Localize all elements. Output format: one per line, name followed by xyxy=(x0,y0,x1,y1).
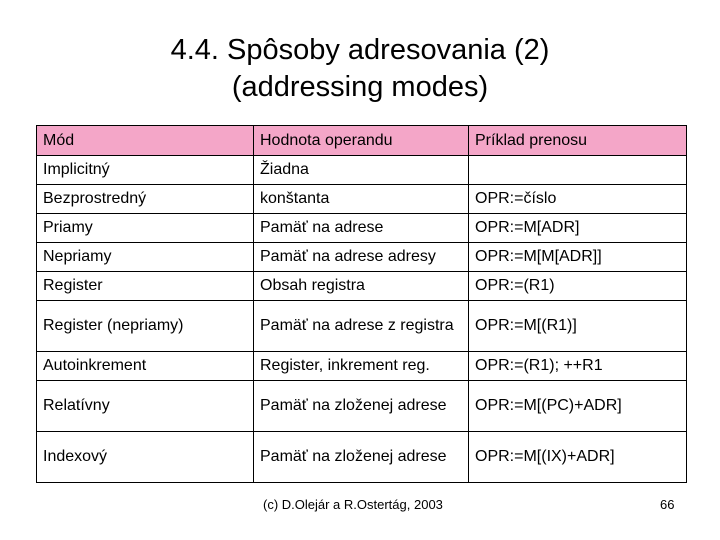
example-cell: OPR:=číslo xyxy=(469,185,687,214)
slide-title xyxy=(0,32,720,106)
table-row xyxy=(37,381,687,432)
addressing-modes-table xyxy=(36,125,687,483)
table-row xyxy=(37,301,687,352)
example-cell: OPR:=M[(R1)] xyxy=(469,301,687,352)
example-cell: OPR:=(R1) xyxy=(469,272,687,301)
example-cell: OPR:=(R1); ++R1 xyxy=(469,352,687,381)
table-row xyxy=(37,214,687,243)
operand-cell: konštanta xyxy=(254,185,469,214)
page-number: 66 xyxy=(660,497,675,512)
operand-cell: Obsah registra xyxy=(254,272,469,301)
column-header-mode: Mód xyxy=(37,126,254,156)
mode-cell: Indexový xyxy=(37,432,254,483)
slide-title-line-1: 4.4. Spôsoby adresovania (2) xyxy=(170,34,550,66)
operand-cell: Register, inkrement reg. xyxy=(254,352,469,381)
mode-cell: Nepriamy xyxy=(37,243,254,272)
mode-cell: Implicitný xyxy=(37,156,254,185)
mode-cell: Register (nepriamy) xyxy=(37,301,254,352)
footer-credit: (c) D.Olejár a R.Ostertág, 2003 xyxy=(263,497,443,512)
example-cell xyxy=(469,156,687,185)
table-row xyxy=(37,156,687,185)
column-header-operand-value: Hodnota operandu xyxy=(254,126,469,156)
table-row xyxy=(37,243,687,272)
example-cell: OPR:=M[ADR] xyxy=(469,214,687,243)
mode-cell: Register xyxy=(37,272,254,301)
table-row xyxy=(37,432,687,483)
operand-cell: Pamäť na adrese xyxy=(254,214,469,243)
column-header-transfer-example: Príklad prenosu xyxy=(469,126,687,156)
operand-cell: Pamäť na zloženej adrese xyxy=(254,432,469,483)
table-header-row xyxy=(37,126,687,156)
example-cell: OPR:=M[M[ADR]] xyxy=(469,243,687,272)
example-cell: OPR:=M[(PC)+ADR] xyxy=(469,381,687,432)
mode-cell: Autoinkrement xyxy=(37,352,254,381)
operand-cell: Pamäť na adrese adresy xyxy=(254,243,469,272)
mode-cell: Priamy xyxy=(37,214,254,243)
table-row xyxy=(37,352,687,381)
slide-title-line-2: (addressing modes) xyxy=(231,71,489,103)
example-cell: OPR:=M[(IX)+ADR] xyxy=(469,432,687,483)
table-row xyxy=(37,272,687,301)
table-row xyxy=(37,185,687,214)
operand-cell: Žiadna xyxy=(254,156,469,185)
operand-cell: Pamäť na zloženej adrese xyxy=(254,381,469,432)
mode-cell: Relatívny xyxy=(37,381,254,432)
mode-cell: Bezprostredný xyxy=(37,185,254,214)
operand-cell: Pamäť na adrese z registra xyxy=(254,301,469,352)
